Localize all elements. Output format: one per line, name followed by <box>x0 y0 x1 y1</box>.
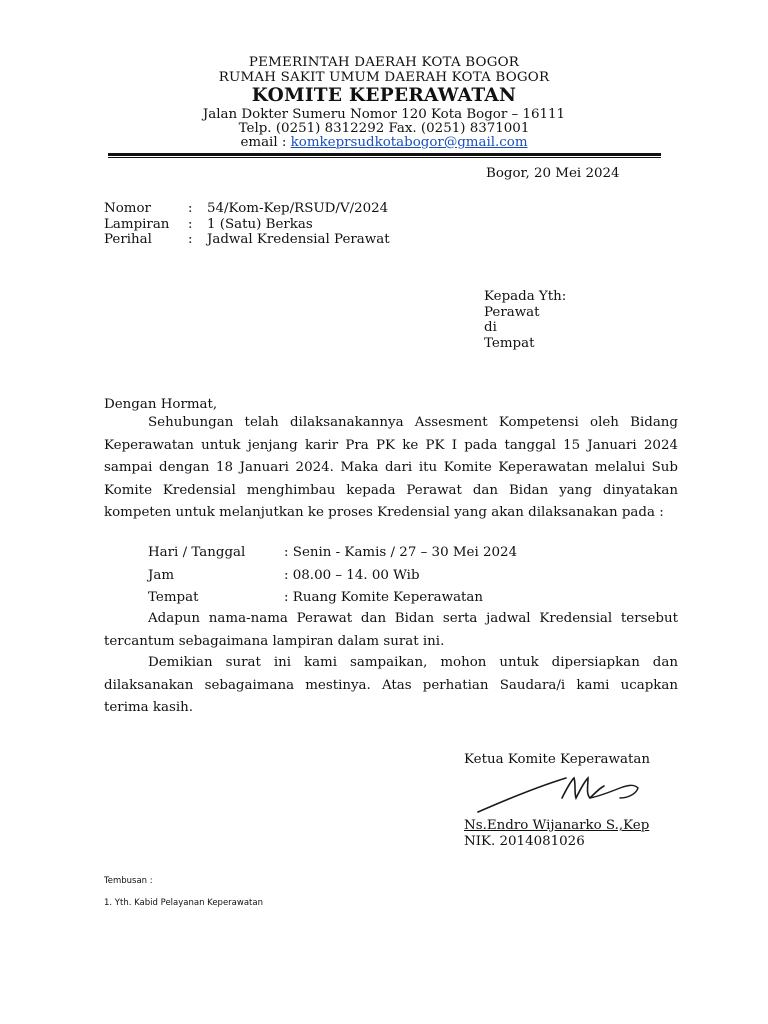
signature-position: Ketua Komite Keperawatan <box>464 752 650 767</box>
letterhead-divider-thin <box>108 157 661 158</box>
schedule-value: : Ruang Komite Keperawatan <box>284 590 484 605</box>
greeting: Dengan Hormat, <box>104 397 218 412</box>
recipient-salutation: Kepada Yth: <box>484 289 567 304</box>
body-paragraph-1: Sehubungan telah dilaksanakannya Assesment Kompetensi oleh Bidang Keperawatan untuk jenjang karir Pra PK ke PK I pada tanggal 15 Januari 2024 sampai dengan 18 Januari 2024. Maka dari itu Komite Keperawatan melalui Sub Komite Kredensial menghimbau kepada Perawat dan Bidan yang dinyatakan kompeten untuk melanjutkan ke proses Kredensial yang akan dilaksanakan pada : <box>104 415 678 520</box>
meta-colon: : <box>188 217 193 232</box>
schedule-row-place <box>148 590 484 605</box>
schedule-value: : 08.00 – 14. 00 Wib <box>284 568 420 583</box>
letterhead-divider-thick <box>108 153 661 156</box>
schedule-label: Hari / Tanggal <box>148 545 246 560</box>
meta-label: Lampiran <box>104 217 170 232</box>
signatory-nik: NIK. 2014081026 <box>464 834 585 849</box>
letterhead-hospital: RUMAH SAKIT UMUM DAERAH KOTA BOGOR <box>218 70 550 85</box>
letterhead-title: KOMITE KEPERAWATAN <box>251 85 517 106</box>
body-paragraph-2: Adapun nama-nama Perawat dan Bidan serta jadwal Kredensial tersebut tercantum sebagaimana lampiran dalam surat ini. <box>104 611 678 649</box>
email-link[interactable]: komkeprsudkotabogor@gmail.com <box>290 135 528 150</box>
schedule-row-time <box>148 568 420 583</box>
cc-item: 1. Yth. Kabid Pelayanan Keperawatan <box>104 898 263 908</box>
meta-colon: : <box>188 232 193 247</box>
cc-label: Tembusan : <box>104 876 153 886</box>
body-paragraph-3: Demikian surat ini kami sampaikan, mohon untuk dipersiapkan dan dilaksanakan sebagaimana mestinya. Atas perhatian Saudara/i kami ucapkan terima kasih. <box>104 655 678 715</box>
letterhead-government: PEMERINTAH DAERAH KOTA BOGOR <box>248 55 520 70</box>
signatory-name: Ns.Endro Wijanarko S.,Kep <box>464 818 650 833</box>
schedule-label: Tempat <box>148 590 199 605</box>
recipient-place: Tempat <box>484 335 535 351</box>
schedule-value: : Senin - Kamis / 27 – 30 Mei 2024 <box>284 545 518 560</box>
schedule-label: Jam <box>148 568 175 583</box>
schedule-row-day <box>148 545 518 560</box>
meta-value: Jadwal Kredensial Perawat <box>207 232 390 247</box>
meta-value: 1 (Satu) Berkas <box>207 217 313 232</box>
recipient-preposition: di <box>484 320 497 335</box>
recipient-block <box>484 289 566 351</box>
meta-label: Perihal <box>104 232 152 247</box>
meta-value: 54/Kom-Kep/RSUD/V/2024 <box>207 201 389 216</box>
letterhead-address: Jalan Dokter Sumeru Nomor 120 Kota Bogor – 16111 <box>202 107 566 122</box>
meta-colon: : <box>188 201 193 216</box>
letter-date: Bogor, 20 Mei 2024 <box>486 166 620 181</box>
letterhead-phone: Telp. (0251) 8312292 Fax. (0251) 8371001 <box>238 121 530 136</box>
recipient-name: Perawat <box>484 304 540 320</box>
email-label: email : <box>240 135 291 150</box>
letterhead-email <box>0 135 768 150</box>
handwritten-signature <box>470 768 650 818</box>
meta-label: Nomor <box>104 201 151 216</box>
